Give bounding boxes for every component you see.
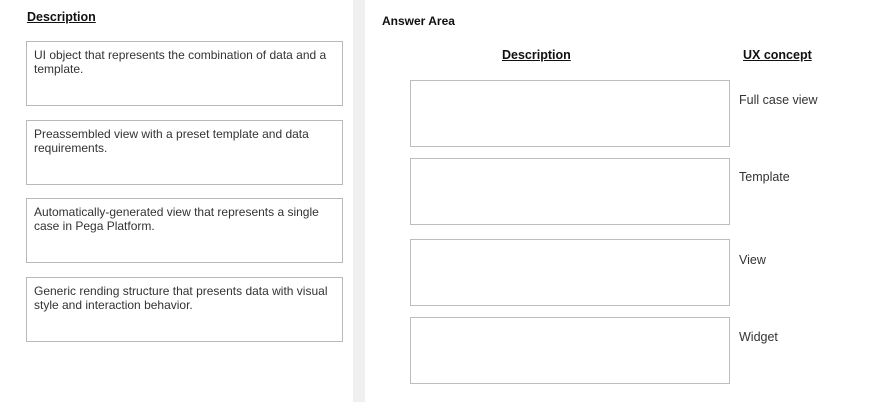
drop-target-view[interactable] — [410, 239, 730, 306]
drop-target-template[interactable] — [410, 158, 730, 225]
concept-label-template: Template — [739, 170, 790, 184]
draggable-description-item-2[interactable]: Preassembled view with a preset template and data requirements. — [26, 120, 343, 185]
panel-divider — [353, 0, 365, 402]
draggable-description-item-3[interactable]: Automatically-generated view that represents a single case in Pega Platform. — [26, 198, 343, 263]
source-heading: Description — [27, 10, 96, 24]
concept-label-widget: Widget — [739, 330, 778, 344]
draggable-description-item-4[interactable]: Generic rending structure that presents data with visual style and interaction behavior. — [26, 277, 343, 342]
answer-area-title: Answer Area — [382, 14, 455, 28]
description-source-panel — [0, 0, 353, 402]
drop-target-widget[interactable] — [410, 317, 730, 384]
concept-label-view: View — [739, 253, 766, 267]
draggable-description-item-1[interactable]: UI object that represents the combination of data and a template. — [26, 41, 343, 106]
ux-concept-column-header: UX concept — [743, 48, 812, 62]
answer-area-panel — [365, 0, 871, 402]
drop-target-full-case-view[interactable] — [410, 80, 730, 147]
description-column-header: Description — [502, 48, 571, 62]
concept-label-full-case-view: Full case view — [739, 93, 818, 107]
